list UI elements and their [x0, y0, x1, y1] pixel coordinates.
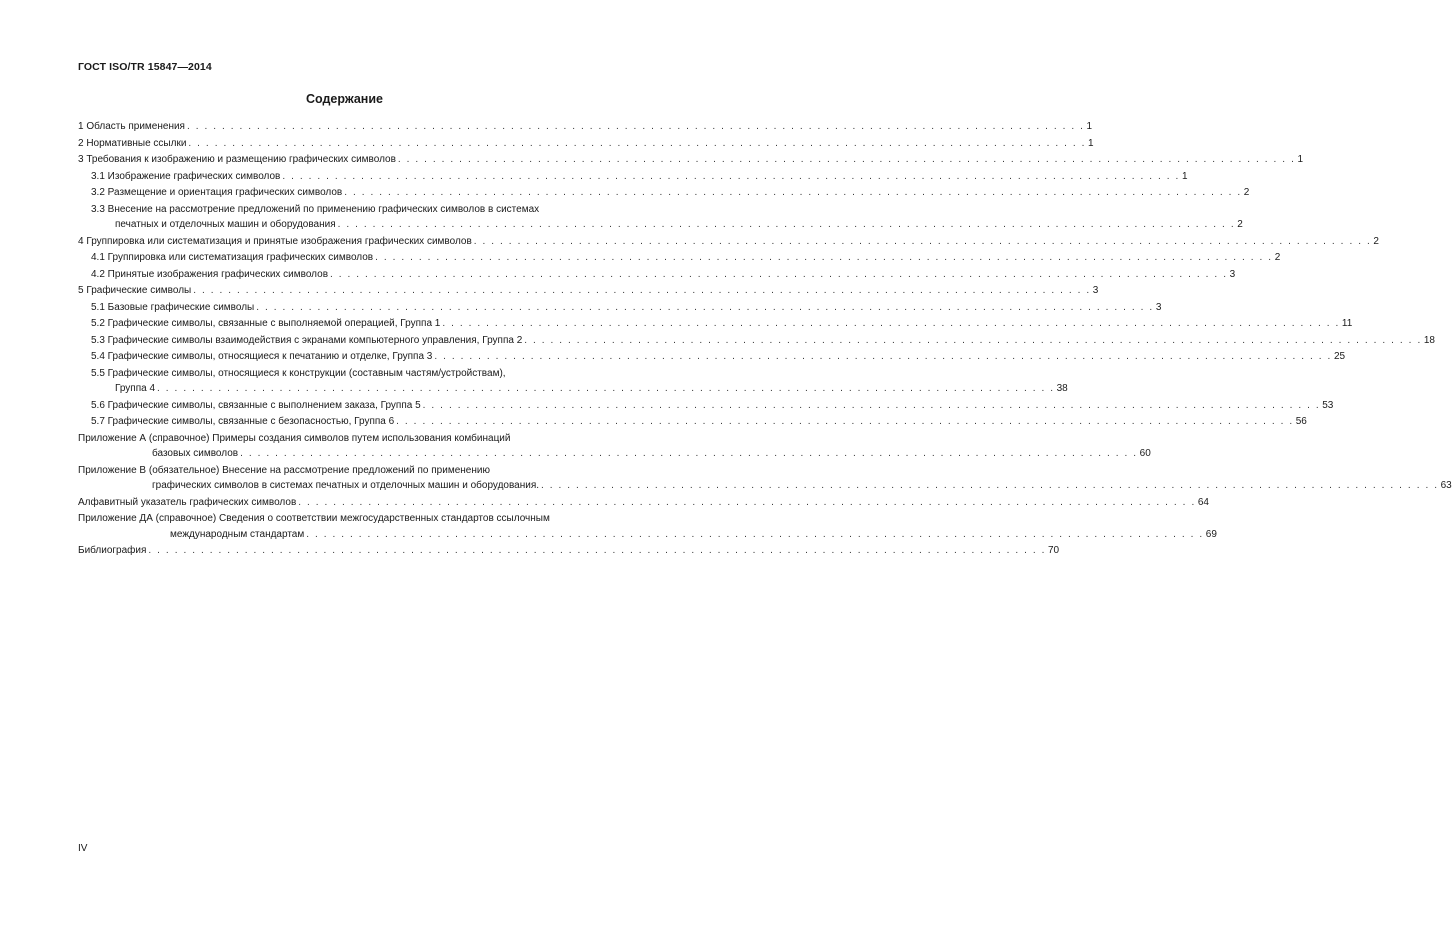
toc-entry-text: Приложение ДА (справочное) Сведения о соответствии межгосударственных стандартов ссылочным — [78, 513, 550, 524]
dot-leader: . . . . . . . . . . . . . . . . . . . . . . . . . . . . . . . . . . . . . . . . . . . . . . . . . . . . . . . . . . . . . . . . . . . . . . . . . . . . . . . . . . . . . . . . . . . . . . . . . . . . . . . — [473, 235, 1372, 247]
toc-entry[interactable] — [78, 543, 1060, 559]
toc-entry[interactable] — [78, 119, 1093, 135]
toc-entry[interactable] — [78, 136, 1094, 152]
toc-page-number: 18 — [1423, 334, 1435, 346]
toc-page-number: 69 — [1205, 528, 1217, 540]
toc-entry[interactable] — [78, 511, 1217, 542]
toc-entry-text: базовых символов — [152, 448, 239, 459]
dot-leader: . . . . . . . . . . . . . . . . . . . . . . . . . . . . . . . . . . . . . . . . . . . . . . . . . . . . . . . . . . . . . . . . . . . . . . . . . . . . . . . . . . . . . . . . . . . . . . . . . . . . . . . — [186, 121, 1085, 132]
toc-entry-text: Группа 4 — [115, 383, 156, 394]
dot-leader: . . . . . . . . . . . . . . . . . . . . . . . . . . . . . . . . . . . . . . . . . . . . . . . . . . . . . . . . . . . . . . . . . . . . . . . . . . . . . . . . . . . . . . . . . . . . . . . . . . . . . . . — [306, 528, 1204, 540]
toc-page-number: 1 — [1297, 154, 1304, 165]
toc-entry[interactable] — [78, 283, 1099, 299]
toc-page-number: 53 — [1322, 399, 1334, 411]
toc-entry-text: Алфавитный указатель графических символов — [78, 496, 297, 508]
toc-entry-text: 5.4 Графические символы, относящиеся к печатанию и отделке, Группа 3 — [91, 351, 433, 362]
toc-page-number: 56 — [1295, 416, 1307, 427]
toc-entry[interactable] — [78, 398, 1334, 414]
toc-page-number: 11 — [1341, 318, 1353, 329]
toc-entry[interactable] — [78, 495, 1209, 511]
toc-entry-text: Приложение В (обязательное) Внесение на рассмотрение предложений по применению — [78, 464, 490, 476]
toc-page-number: 3 — [1092, 285, 1099, 296]
dot-leader: . . . . . . . . . . . . . . . . . . . . . . . . . . . . . . . . . . . . . . . . . . . . . . . . . . . . . . . . . . . . . . . . . . . . . . . . . . . . . . . . . . . . . . . . . . . . . . . . . . . . . . . — [396, 416, 1294, 427]
toc-entry[interactable] — [78, 333, 1435, 349]
toc-entry-text: 5.7 Графические символы, связанные с безопасностью, Группа 6 — [91, 416, 395, 427]
dot-leader: . . . . . . . . . . . . . . . . . . . . . . . . . . . . . . . . . . . . . . . . . . . . . . . . . . . . . . . . . . . . . . . . . . . . . . . . . . . . . . . . . . . . . . . . . . . . . . . . . . . . . . . — [337, 219, 1236, 230]
toc-page-number: 70 — [1047, 545, 1060, 556]
toc-entry[interactable] — [78, 202, 1243, 233]
toc-entry-text: 2 Нормативные ссылки — [78, 137, 187, 149]
toc-entry-text: международным стандартам — [170, 528, 305, 540]
toc-entry-text: 4.2 Принятые изображения графических символов — [91, 268, 329, 280]
toc-page-number: 1 — [1087, 137, 1094, 149]
toc-entry[interactable] — [78, 250, 1281, 266]
dot-leader: . . . . . . . . . . . . . . . . . . . . . . . . . . . . . . . . . . . . . . . . . . . . . . . . . . . . . . . . . . . . . . . . . . . . . . . . . . . . . . . . . . . . . . . . . . . . . . . . . . . . . . . — [541, 480, 1439, 491]
toc-page-number: 2 — [1373, 235, 1379, 247]
dot-leader: . . . . . . . . . . . . . . . . . . . . . . . . . . . . . . . . . . . . . . . . . . . . . . . . . . . . . . . . . . . . . . . . . . . . . . . . . . . . . . . . . . . . . . . . . . . . . . . . . . . . . . . — [188, 137, 1086, 149]
page-number: IV — [78, 843, 88, 854]
toc-page-number: 3 — [1229, 268, 1236, 280]
dot-leader: . . . . . . . . . . . . . . . . . . . . . . . . . . . . . . . . . . . . . . . . . . . . . . . . . . . . . . . . . . . . . . . . . . . . . . . . . . . . . . . . . . . . . . . . . . . . . . . . . . . . . . . — [157, 383, 1055, 394]
toc-entry-text: 1 Область применения — [78, 121, 185, 132]
dot-leader: . . . . . . . . . . . . . . . . . . . . . . . . . . . . . . . . . . . . . . . . . . . . . . . . . . . . . . . . . . . . . . . . . . . . . . . . . . . . . . . . . . . . . . . . . . . . . . . . . . . . . . . — [434, 351, 1332, 362]
toc-page-number: 2 — [1237, 219, 1243, 230]
toc-entry[interactable] — [78, 300, 1162, 316]
toc-entry-text: 5.5 Графические символы, относящиеся к конструкции (составным частям/устройствам), — [91, 367, 506, 379]
toc-entry[interactable] — [78, 349, 1346, 365]
dot-leader: . . . . . . . . . . . . . . . . . . . . . . . . . . . . . . . . . . . . . . . . . . . . . . . . . . . . . . . . . . . . . . . . . . . . . . . . . . . . . . . . . . . . . . . . . . . . . . . . . . . . . . . — [256, 301, 1154, 313]
toc-entry[interactable] — [78, 414, 1307, 430]
dot-leader: . . . . . . . . . . . . . . . . . . . . . . . . . . . . . . . . . . . . . . . . . . . . . . . . . . . . . . . . . . . . . . . . . . . . . . . . . . . . . . . . . . . . . . . . . . . . . . . . . . . . . . . — [397, 154, 1296, 165]
dot-leader: . . . . . . . . . . . . . . . . . . . . . . . . . . . . . . . . . . . . . . . . . . . . . . . . . . . . . . . . . . . . . . . . . . . . . . . . . . . . . . . . . . . . . . . . . . . . . . . . . . . . . . . — [298, 496, 1196, 508]
dot-leader: . . . . . . . . . . . . . . . . . . . . . . . . . . . . . . . . . . . . . . . . . . . . . . . . . . . . . . . . . . . . . . . . . . . . . . . . . . . . . . . . . . . . . . . . . . . . . . . . . . . . . . . — [282, 170, 1180, 182]
toc-entry-text: 3.2 Размещение и ориентация графических символов — [91, 187, 343, 198]
toc-entry[interactable] — [78, 169, 1188, 185]
toc-entry-text: графических символов в системах печатных и отделочных машин и оборудования. — [152, 480, 540, 491]
toc-page-number: 2 — [1274, 252, 1281, 263]
toc-page-number: 63 — [1440, 480, 1452, 491]
dot-leader: . . . . . . . . . . . . . . . . . . . . . . . . . . . . . . . . . . . . . . . . . . . . . . . . . . . . . . . . . . . . . . . . . . . . . . . . . . . . . . . . . . . . . . . . . . . . . . . . . . . . . . . — [442, 318, 1340, 329]
toc-entry-text: 3.3 Внесение на рассмотрение предложений по применению графических символов в системах — [91, 203, 540, 215]
toc-page-number: 38 — [1056, 383, 1068, 394]
toc-entry-text: 5.3 Графические символы взаимодействия с экранами компьютерного управления, Группа 2 — [91, 334, 523, 346]
document-code: ГОСТ ISO/TR 15847—2014 — [78, 61, 212, 73]
dot-leader: . . . . . . . . . . . . . . . . . . . . . . . . . . . . . . . . . . . . . . . . . . . . . . . . . . . . . . . . . . . . . . . . . . . . . . . . . . . . . . . . . . . . . . . . . . . . . . . . . . . . . . . — [193, 285, 1091, 296]
toc-entry[interactable] — [78, 316, 1353, 332]
toc-entry[interactable] — [78, 152, 1304, 168]
dot-leader: . . . . . . . . . . . . . . . . . . . . . . . . . . . . . . . . . . . . . . . . . . . . . . . . . . . . . . . . . . . . . . . . . . . . . . . . . . . . . . . . . . . . . . . . . . . . . . . . . . . . . . . — [330, 268, 1228, 280]
toc-page-number: 3 — [1155, 301, 1162, 313]
toc-entry-text: 5.2 Графические символы, связанные с выполняемой операцией, Группа 1 — [91, 318, 441, 329]
toc-page-number: 1 — [1086, 121, 1093, 132]
toc-entry[interactable] — [78, 463, 1452, 494]
toc-entry-text: Библиография — [78, 545, 147, 556]
dot-leader: . . . . . . . . . . . . . . . . . . . . . . . . . . . . . . . . . . . . . . . . . . . . . . . . . . . . . . . . . . . . . . . . . . . . . . . . . . . . . . . . . . . . . . . . . . . . . . . . . . . . . . . — [375, 252, 1273, 263]
toc-page-number: 60 — [1139, 448, 1151, 459]
toc-entry[interactable] — [78, 234, 1379, 250]
dot-leader: . . . . . . . . . . . . . . . . . . . . . . . . . . . . . . . . . . . . . . . . . . . . . . . . . . . . . . . . . . . . . . . . . . . . . . . . . . . . . . . . . . . . . . . . . . . . . . . . . . . . . . . — [524, 334, 1422, 346]
dot-leader: . . . . . . . . . . . . . . . . . . . . . . . . . . . . . . . . . . . . . . . . . . . . . . . . . . . . . . . . . . . . . . . . . . . . . . . . . . . . . . . . . . . . . . . . . . . . . . . . . . . . . . . — [344, 187, 1242, 198]
toc-page-number: 1 — [1181, 170, 1188, 182]
toc-entry[interactable] — [78, 185, 1250, 201]
toc-entry-text: 4.1 Группировка или систематизация графических символов — [91, 252, 374, 263]
toc-entry-text: 4 Группировка или систематизация и принятые изображения графических символов — [78, 235, 472, 247]
toc-entry-text: печатных и отделочных машин и оборудования — [115, 219, 336, 230]
toc-entry-text: 3 Требования к изображению и размещению графических символов — [78, 154, 396, 165]
toc-page-number: 25 — [1333, 351, 1346, 362]
table-of-contents — [78, 119, 1452, 560]
toc-entry-text: Приложение А (справочное) Примеры создания символов путем использования комбинаций — [78, 432, 511, 444]
toc-entry[interactable] — [78, 267, 1236, 283]
toc-title: Содержание — [305, 92, 383, 106]
toc-entry-text: 5.6 Графические символы, связанные с выполнением заказа, Группа 5 — [91, 399, 421, 411]
toc-page-number: 64 — [1197, 496, 1209, 508]
toc-entry[interactable] — [78, 366, 1068, 397]
toc-page-number: 2 — [1243, 187, 1250, 198]
toc-entry-text: 5 Графические символы — [78, 285, 192, 296]
toc-entry-text: 3.1 Изображение графических символов — [91, 170, 281, 182]
toc-entry-text: 5.1 Базовые графические символы — [91, 301, 255, 313]
dot-leader: . . . . . . . . . . . . . . . . . . . . . . . . . . . . . . . . . . . . . . . . . . . . . . . . . . . . . . . . . . . . . . . . . . . . . . . . . . . . . . . . . . . . . . . . . . . . . . . . . . . . . . . — [240, 448, 1138, 459]
dot-leader: . . . . . . . . . . . . . . . . . . . . . . . . . . . . . . . . . . . . . . . . . . . . . . . . . . . . . . . . . . . . . . . . . . . . . . . . . . . . . . . . . . . . . . . . . . . . . . . . . . . . . . . — [422, 399, 1321, 411]
toc-entry[interactable] — [78, 431, 1151, 462]
dot-leader: . . . . . . . . . . . . . . . . . . . . . . . . . . . . . . . . . . . . . . . . . . . . . . . . . . . . . . . . . . . . . . . . . . . . . . . . . . . . . . . . . . . . . . . . . . . . . . . . . . . . . . . — [148, 545, 1046, 556]
